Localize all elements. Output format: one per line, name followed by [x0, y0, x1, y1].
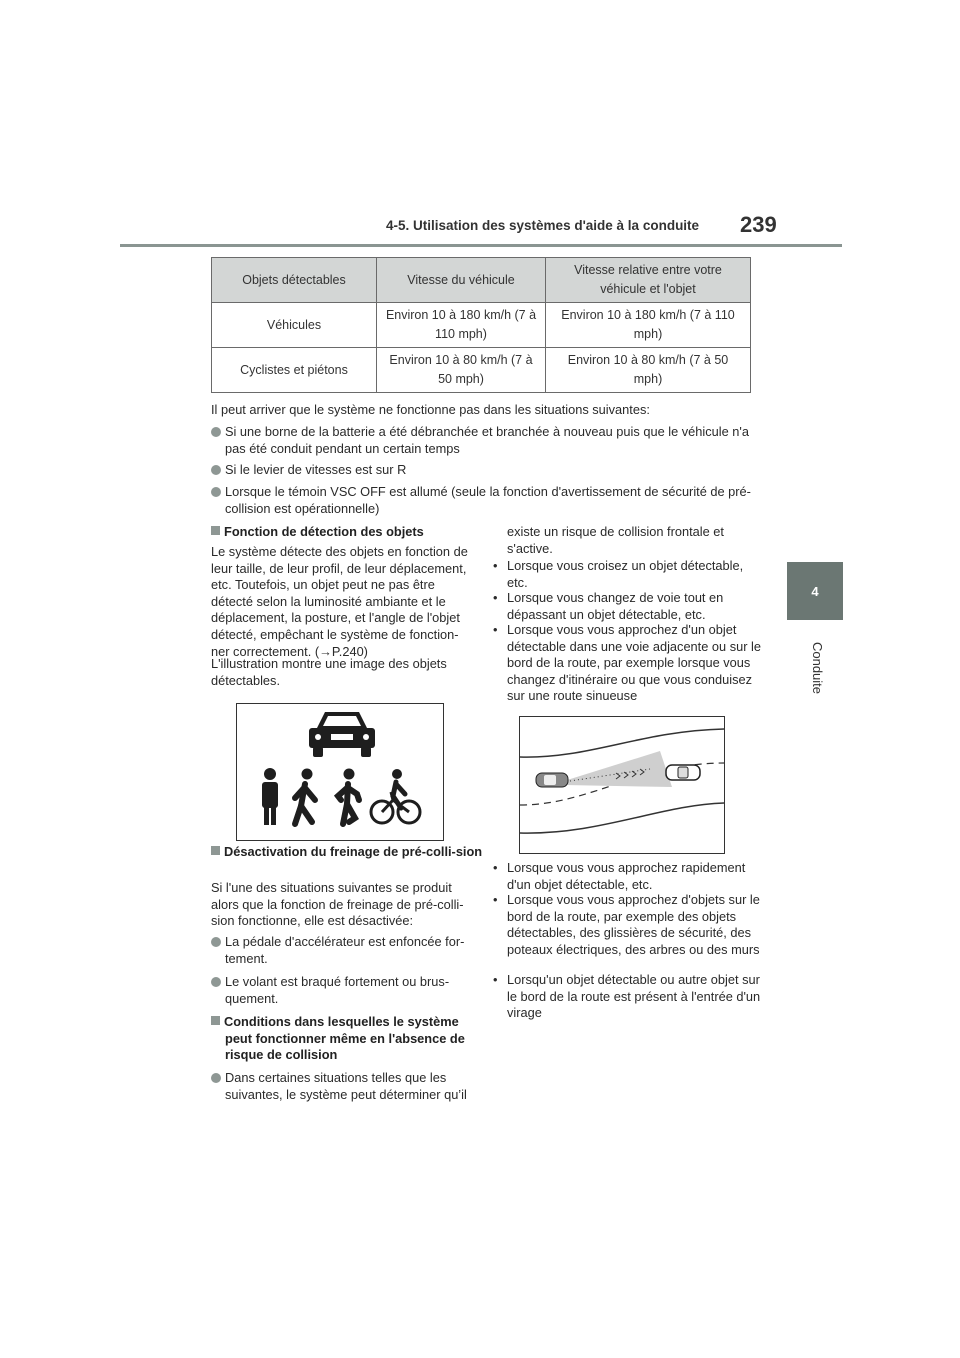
chapter-tab-number: 4 [811, 583, 819, 599]
detection-zone-shape [564, 751, 672, 787]
chapter-title: 4-5. Utilisation des systèmes d'aide à la conduite [386, 218, 700, 233]
bullet-icon [211, 1073, 221, 1083]
pedestrian-running-icon [338, 769, 359, 825]
list-item: Si le levier de vitesses est sur R [211, 462, 765, 479]
cyclist-icon [371, 769, 420, 823]
detection-speed-table [211, 257, 751, 393]
dash-item: • Lorsque vous vous approchez d'un objet détectable dans une voie adjacente ou sur le bord de la route, par exemple lorsque vous changez d'itinéraire ou que vous conduisez sur une route sinueuse [493, 622, 761, 704]
paragraph: L'illustration montre une image des objets détectables. [211, 656, 447, 688]
list-item: Dans certaines situations telles que les suivantes, le système peut déterminer qu’il [211, 1070, 481, 1103]
table-row [212, 303, 751, 348]
bullet-icon [211, 427, 221, 437]
table-cell: Cyclistes et piétons [212, 348, 377, 393]
dash-item: • Lorsqu'un objet détectable ou autre objet sur le bord de la route est présent à l'entrée d'un virage [493, 972, 761, 1021]
section-heading-detection: Fonction de détection des objets [211, 524, 485, 541]
chapter-tab-label: Conduite [810, 641, 825, 695]
table-cell: Environ 10 à 180 km/h (7 à 110 mph) [377, 303, 546, 348]
list-item: Si une borne de la batterie a été débranchée et branchée à nouveau puis que le véhicule n'a pas été conduit pendant un certain temps [211, 424, 765, 457]
own-vehicle-icon [536, 773, 568, 787]
list-item: Le volant est braqué fortement ou brus-quement. [211, 974, 481, 1007]
list-item: Lorsque le témoin VSC OFF est allumé (seule la fonction d'avertissement de sécurité de pré-collision est opérationnelle) [211, 484, 765, 517]
table-cell: Véhicules [212, 303, 377, 348]
square-bullet-icon [211, 846, 220, 855]
table-header-cell: Vitesse du véhicule [377, 258, 546, 303]
page-number: 239 [740, 212, 777, 237]
paragraph-continued: existe un risque de collision frontale et s'active. [507, 524, 724, 556]
dash-item: • Lorsque vous vous approchez rapidement d'un objet détectable, etc. [493, 860, 746, 892]
square-bullet-icon [211, 526, 220, 535]
bullet-icon [211, 937, 221, 947]
paragraph: Si l'une des situations suivantes se produit alors que la fonction de freinage de pré-colli-sion fonctionne, elle est désactivée: [211, 880, 464, 929]
chapter-tab [787, 562, 843, 620]
table-header-cell: Vitesse relative entre votre véhicule et l'objet [546, 258, 751, 303]
detectable-objects-svg [237, 704, 443, 840]
table-row [212, 348, 751, 393]
car-icon [309, 712, 375, 757]
table-cell: Environ 10 à 180 km/h (7 à 110 mph) [546, 303, 751, 348]
paragraph: Le système détecte des objets en fonction de leur taille, de leur profil, de leur déplacement, etc. Toutefois, un objet peut ne pas être détecté selon la luminosité ambiante et le déplacement, la posture, et l'angle de l'objet détecté, empêchant le système de fonction-ner correctement. (→P.240) [211, 544, 468, 659]
dash-item: • Lorsque vous croisez un objet détectable, etc. [493, 558, 744, 590]
bullet-icon [211, 487, 221, 497]
bullet-icon [211, 977, 221, 987]
square-bullet-icon [211, 1016, 220, 1025]
header-divider [120, 244, 842, 247]
dash-item: • Lorsque vous vous approchez d'objets sur le bord de la route, par exemple des objets détectables, des glissières de sécurité, des poteaux électriques, des arbres ou des murs [493, 892, 760, 957]
section-heading-conditions: Conditions dans lesquelles le système peut fonctionner même en l'absence de risque de collision [211, 1014, 485, 1064]
dash-item: • Lorsque vous changez de voie tout en dépassant un objet détectable, etc. [493, 590, 724, 622]
pedestrian-walking-icon [295, 769, 315, 825]
bullet-icon [211, 465, 221, 475]
detectable-objects-illustration [236, 703, 444, 841]
pedestrian-standing-icon [262, 768, 278, 825]
target-vehicle-icon [666, 765, 700, 780]
section-heading-deactivation: Désactivation du freinage de pré-colli-sion [211, 844, 485, 861]
table-header-cell: Objets détectables [212, 258, 377, 303]
curved-road-illustration [519, 716, 725, 854]
list-item: La pédale d'accélérateur est enfoncée for-tement. [211, 934, 481, 967]
table-cell: Environ 10 à 80 km/h (7 à 50 mph) [546, 348, 751, 393]
table-header-row [212, 258, 751, 303]
intro-text: Il peut arriver que le système ne fonctionne pas dans les situations suivantes: [211, 402, 650, 417]
curved-road-svg [520, 717, 724, 853]
table-cell: Environ 10 à 80 km/h (7 à 50 mph) [377, 348, 546, 393]
